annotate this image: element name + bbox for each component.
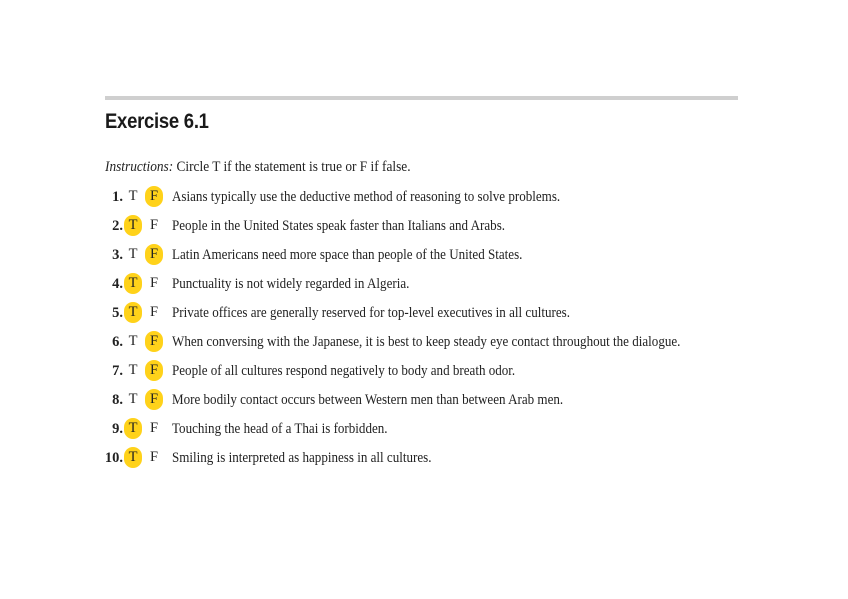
question-list bbox=[92, 183, 792, 473]
false-option[interactable]: F bbox=[145, 331, 163, 352]
false-option[interactable]: F bbox=[149, 449, 159, 465]
true-option[interactable]: T bbox=[128, 188, 138, 204]
true-option[interactable]: T bbox=[128, 333, 138, 349]
item-statement: More bodily contact occurs between Western men than between Arab men. bbox=[172, 392, 564, 408]
item-number: 3. bbox=[112, 247, 123, 263]
list-item bbox=[92, 241, 792, 270]
false-option[interactable]: F bbox=[149, 420, 159, 436]
list-item bbox=[92, 357, 792, 386]
false-option[interactable]: F bbox=[145, 244, 163, 265]
item-number: 10. bbox=[104, 450, 123, 466]
item-number: 7. bbox=[112, 363, 123, 379]
item-statement: Smiling is interpreted as happiness in all cultures. bbox=[172, 450, 432, 466]
item-statement: People in the United States speak faster than Italians and Arabs. bbox=[172, 218, 506, 234]
false-option[interactable]: F bbox=[145, 389, 163, 410]
list-item bbox=[92, 444, 792, 473]
list-item bbox=[92, 212, 792, 241]
item-statement: Touching the head of a Thai is forbidden. bbox=[172, 421, 388, 437]
exercise-title: Exercise 6.1 bbox=[105, 110, 209, 133]
true-option[interactable]: T bbox=[128, 362, 138, 378]
item-statement: People of all cultures respond negatively to body and breath odor. bbox=[172, 363, 516, 379]
instructions bbox=[105, 159, 411, 176]
true-option[interactable]: T bbox=[124, 302, 142, 323]
true-option[interactable]: T bbox=[124, 418, 142, 439]
section-divider bbox=[105, 96, 738, 100]
list-item bbox=[92, 270, 792, 299]
item-number: 9. bbox=[112, 421, 123, 437]
list-item bbox=[92, 415, 792, 444]
item-statement: When conversing with the Japanese, it is best to keep steady eye contact throughout the dialogue. bbox=[172, 334, 681, 350]
list-item bbox=[92, 183, 792, 212]
item-number: 6. bbox=[112, 334, 123, 350]
item-number: 1. bbox=[112, 189, 123, 205]
item-number: 5. bbox=[112, 305, 123, 321]
true-option[interactable]: T bbox=[128, 391, 138, 407]
false-option[interactable]: F bbox=[149, 217, 159, 233]
item-statement: Latin Americans need more space than people of the United States. bbox=[172, 247, 523, 263]
item-statement: Private offices are generally reserved for top-level executives in all cultures. bbox=[172, 305, 570, 321]
list-item bbox=[92, 386, 792, 415]
item-statement: Punctuality is not widely regarded in Algeria. bbox=[172, 276, 410, 292]
instructions-label: Instructions: bbox=[105, 159, 174, 175]
item-statement: Asians typically use the deductive method of reasoning to solve problems. bbox=[172, 189, 561, 205]
list-item bbox=[92, 328, 792, 357]
true-option[interactable]: T bbox=[124, 273, 142, 294]
false-option[interactable]: F bbox=[145, 360, 163, 381]
instructions-text: Circle T if the statement is true or F if false. bbox=[173, 159, 411, 175]
false-option[interactable]: F bbox=[145, 186, 163, 207]
item-number: 8. bbox=[112, 392, 123, 408]
item-number: 2. bbox=[112, 218, 123, 234]
false-option[interactable]: F bbox=[149, 304, 159, 320]
true-option[interactable]: T bbox=[124, 215, 142, 236]
item-number: 4. bbox=[112, 276, 123, 292]
false-option[interactable]: F bbox=[149, 275, 159, 291]
list-item bbox=[92, 299, 792, 328]
true-option[interactable]: T bbox=[124, 447, 142, 468]
true-option[interactable]: T bbox=[128, 246, 138, 262]
